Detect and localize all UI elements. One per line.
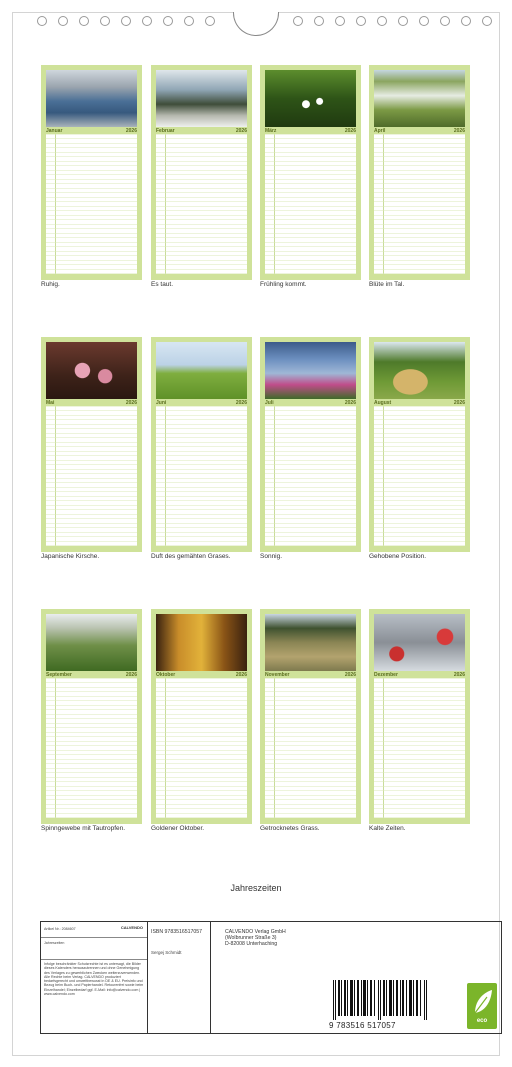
- day-grid: [265, 406, 356, 546]
- month-caption: Goldener Oktober.: [151, 825, 205, 832]
- binding-hole: [142, 16, 152, 26]
- month-panel-september: [41, 609, 142, 824]
- month-caption: Gehobene Position.: [369, 553, 427, 560]
- month-caption: Spinngewebe mit Tautropfen.: [41, 825, 126, 832]
- month-photo: [46, 614, 137, 671]
- day-grid: [46, 406, 137, 546]
- month-name: Juni: [156, 399, 167, 406]
- imprint-left-column: [41, 922, 148, 1033]
- month-name: August: [374, 399, 392, 406]
- month-panel-august: [369, 337, 470, 552]
- month-year: 2026: [344, 399, 356, 406]
- month-caption: Getrocknetes Grass.: [260, 825, 320, 832]
- eco-badge: [467, 983, 497, 1029]
- month-year: 2026: [453, 399, 465, 406]
- binding-hole: [79, 16, 89, 26]
- month-name: Juli: [265, 399, 274, 406]
- binding-hole: [314, 16, 324, 26]
- month-caption: Kalte Zeiten.: [369, 825, 406, 832]
- day-grid: [46, 678, 137, 818]
- month-panel-november: [260, 609, 361, 824]
- month-caption: Es taut.: [151, 281, 174, 288]
- month-photo: [265, 342, 356, 399]
- binding-hole: [398, 16, 408, 26]
- binding-hole: [356, 16, 366, 26]
- month-year: 2026: [344, 671, 356, 678]
- month-caption: Frühling kommt.: [260, 281, 307, 288]
- month-panel-mai: [41, 337, 142, 552]
- month-panel-oktober: [151, 609, 252, 824]
- calendar-title: Jahreszeiten: [230, 883, 282, 893]
- month-panel-juni: [151, 337, 252, 552]
- month-name: Januar: [46, 127, 63, 134]
- month-caption: Sonnig.: [260, 553, 283, 560]
- binding-hole: [184, 16, 194, 26]
- month-panel-april: [369, 65, 470, 280]
- binding-hole: [419, 16, 429, 26]
- day-grid: [46, 134, 137, 274]
- month-year: 2026: [235, 127, 247, 134]
- month-photo: [156, 342, 247, 399]
- month-panel-maerz: [260, 65, 361, 280]
- month-photo: [156, 70, 247, 127]
- month-caption: Blüte im Tal.: [369, 281, 405, 288]
- month-year: 2026: [125, 399, 137, 406]
- month-year: 2026: [125, 127, 137, 134]
- divider: [41, 937, 147, 938]
- month-panel-dezember: [369, 609, 470, 824]
- publisher-street: (Wolbrunner Straße 3): [225, 935, 277, 941]
- series-title: Jahreszeiten: [44, 941, 65, 945]
- day-grid: [156, 406, 247, 546]
- month-name: Dezember: [374, 671, 398, 678]
- binding-hole: [293, 16, 303, 26]
- binding-hole: [335, 16, 345, 26]
- month-photo: [156, 614, 247, 671]
- month-photo: [46, 342, 137, 399]
- binding-hole: [440, 16, 450, 26]
- imprint-middle-column: [148, 922, 211, 1033]
- month-caption: Duft des gemähten Grases.: [151, 553, 231, 560]
- isbn: ISBN 9783516517057: [151, 929, 203, 935]
- legal-notice: Infolge beschränkter Schutzrechte ist es untersagt, die Bilder dieses Kalenders herauszutrennen und ohne Genehmigung des Verlages zu gewerblichen Zwecken weiterzuverwenden. Alle Rechte beim Verlag. CALVENDO produziert bedarfsgerecht und umweltbewusst in DE & EU. Preisinfo und Bezug beim Buch- und Papierhandel. Retourenfrei sowie beim Einzelhandel; Einzelbedarf ggf. E-Mail: info@calvendo.com | www.calvendo.com: [44, 962, 144, 997]
- month-photo: [374, 70, 465, 127]
- binding-hole: [37, 16, 47, 26]
- binding-hole: [205, 16, 215, 26]
- binding-hole: [58, 16, 68, 26]
- month-photo: [265, 614, 356, 671]
- publisher-logo: CALVENDO: [120, 925, 143, 930]
- binding-hole: [461, 16, 471, 26]
- month-caption: Japanische Kirsche.: [41, 553, 100, 560]
- binding-hole: [121, 16, 131, 26]
- day-grid: [374, 678, 465, 818]
- binding-hole: [100, 16, 110, 26]
- author: Sergej Schmidt: [151, 950, 182, 955]
- article-number: Artikel Nr.: 2084607: [44, 927, 76, 931]
- month-photo: [374, 614, 465, 671]
- day-grid: [265, 678, 356, 818]
- day-grid: [374, 134, 465, 274]
- month-name: September: [46, 671, 72, 678]
- barcode: [333, 980, 427, 1020]
- binding-hole: [163, 16, 173, 26]
- divider: [41, 959, 147, 960]
- day-grid: [156, 134, 247, 274]
- month-name: Oktober: [156, 671, 176, 678]
- day-grid: [374, 406, 465, 546]
- month-year: 2026: [453, 671, 465, 678]
- month-panel-juli: [260, 337, 361, 552]
- binding-hole: [482, 16, 492, 26]
- month-name: Mai: [46, 399, 55, 406]
- month-year: 2026: [235, 671, 247, 678]
- month-year: 2026: [344, 127, 356, 134]
- month-year: 2026: [235, 399, 247, 406]
- month-photo: [374, 342, 465, 399]
- month-caption: Ruhig.: [41, 281, 60, 288]
- publisher-city: D-82008 Unterhaching: [225, 941, 278, 947]
- month-panel-februar: [151, 65, 252, 280]
- barcode-digits: 9 783516 517057: [329, 1021, 396, 1030]
- imprint-box: [40, 921, 502, 1034]
- month-name: Februar: [156, 127, 175, 134]
- month-name: April: [374, 127, 386, 134]
- imprint-right-column: [211, 922, 501, 1033]
- month-name: März: [265, 127, 277, 134]
- day-grid: [156, 678, 247, 818]
- month-photo: [46, 70, 137, 127]
- month-year: 2026: [453, 127, 465, 134]
- month-panel-januar: [41, 65, 142, 280]
- month-year: 2026: [125, 671, 137, 678]
- month-name: November: [265, 671, 290, 678]
- eco-label: eco: [476, 1018, 488, 1024]
- day-grid: [265, 134, 356, 274]
- month-photo: [265, 70, 356, 127]
- publisher-name: CALVENDO Verlag GmbH: [225, 929, 286, 935]
- binding-hole: [377, 16, 387, 26]
